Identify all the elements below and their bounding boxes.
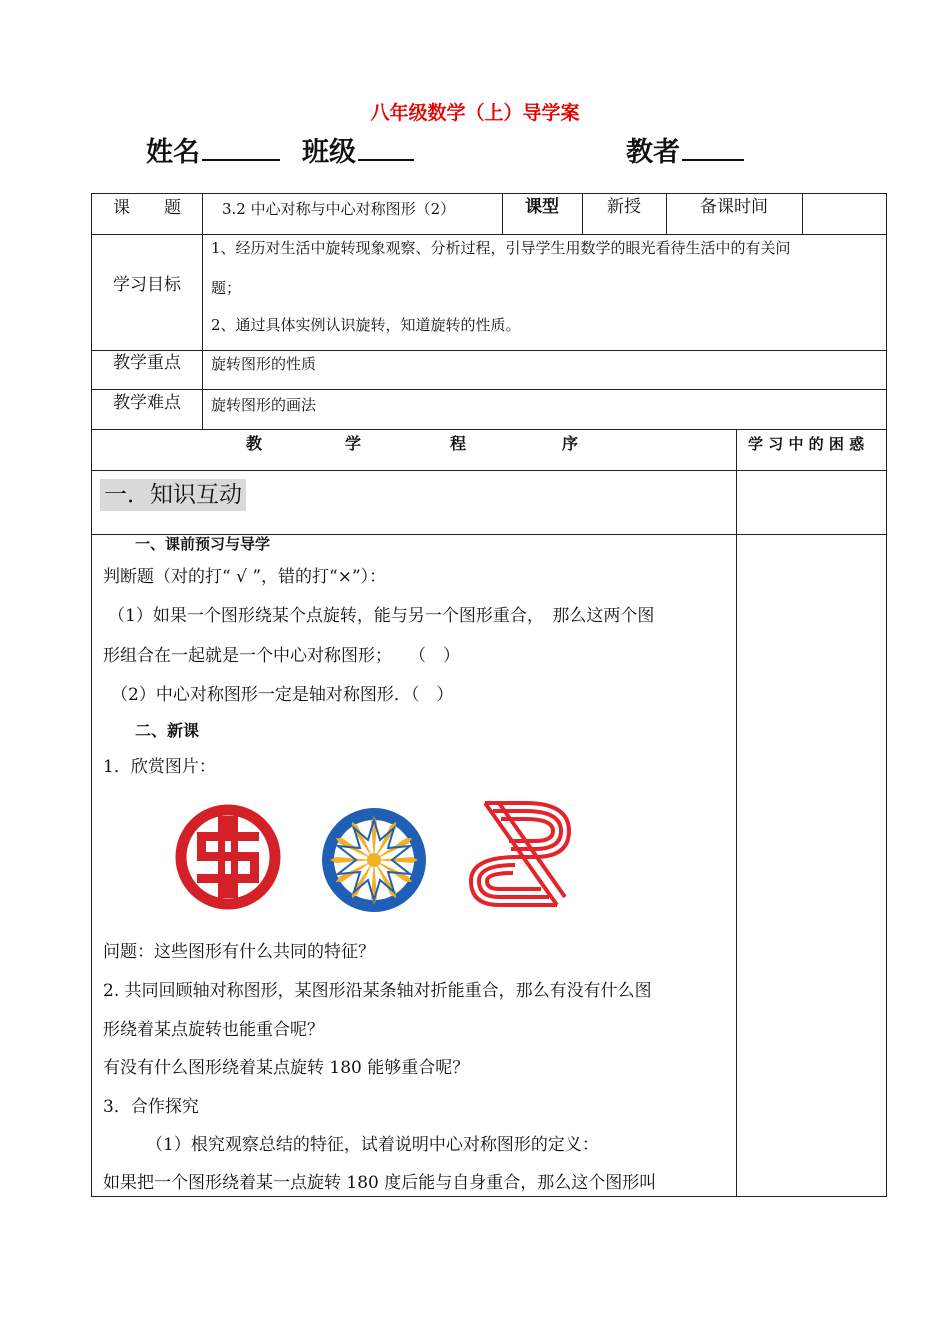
item-2-line-3: 有没有什么图形绕着某点旋转 180 能够重合呢？ [103, 1058, 470, 1078]
question-1-line-2: 形组合在一起就是一个中心对称图形； （ ） [103, 646, 460, 666]
col-divider [736, 429, 737, 534]
class-label: 班级 [302, 137, 356, 168]
difficulty-value: 旋转图形的画法 [211, 396, 317, 414]
key-point-value: 旋转图形的性质 [211, 355, 317, 373]
subheading-preview: 一、课前预习与导学 [135, 535, 271, 553]
class-blank [358, 133, 414, 161]
col-divider [736, 534, 737, 1196]
blue-flower-emblem-icon [320, 806, 428, 914]
lesson-type-value: 新授 [607, 197, 641, 217]
goals-label: 学习目标 [113, 275, 181, 295]
icbc-logo-icon [174, 803, 282, 911]
document-title: 八年级数学（上）导学案 [370, 102, 580, 124]
confusion-column-header: 学 习 中 的 困 惑 [748, 435, 865, 453]
item-3-subtask: （1）根究观察总结的特征，试着说明中心对称图形的定义： [146, 1135, 599, 1155]
program-header-char: 学 [345, 434, 362, 453]
teacher-label: 教者 [626, 137, 680, 168]
item-2-line-2: 形绕着某点旋转也能重合呢？ [103, 1020, 324, 1040]
goal-line-1: 1、经历对生活中旋转现象观察、分析过程，引导学生用数学的眼光看待生活中的有关问 [211, 239, 791, 257]
program-header-char: 程 [450, 434, 467, 453]
key-point-label: 教学重点 [113, 353, 181, 373]
judge-intro: 判断题（对的打“ √ ”，错的打“×”）： [103, 567, 387, 587]
teacher-field [626, 130, 744, 169]
table-border-left [91, 193, 92, 1197]
row-divider [91, 234, 887, 235]
item-1: 1．欣赏图片： [103, 757, 216, 777]
program-header-char: 教 [246, 434, 263, 453]
row-divider [91, 470, 887, 471]
table-border-bottom [91, 1196, 887, 1197]
lesson-type-label: 课型 [525, 197, 559, 217]
teacher-blank [682, 133, 744, 161]
col-divider [802, 193, 803, 234]
table-border-top [91, 193, 887, 194]
goal-line-3: 2、通过具体实例认识旋转，知道旋转的性质。 [211, 316, 521, 334]
program-header-char: 序 [562, 434, 579, 453]
question-1-line-1: （1）如果一个图形绕某个点旋转，能与另一个图形重合， 那么这两个图 [108, 606, 655, 626]
question-2: （2）中心对称图形一定是轴对称图形．（ ） [111, 685, 454, 705]
item-3: 3．合作探究 [103, 1097, 199, 1117]
name-field [146, 130, 280, 169]
question-features: 问题：这些图形有什么共同的特征？ [103, 942, 375, 962]
row-divider [91, 429, 887, 430]
topic-label: 课 题 [113, 198, 181, 218]
table-border-right [886, 193, 887, 1197]
red-p-logo-icon [465, 797, 577, 909]
name-label: 姓名 [146, 137, 200, 168]
difficulty-label: 教学难点 [113, 393, 181, 413]
goal-line-2: 题； [211, 279, 242, 297]
item-2-line-1: 2. 共同回顾轴对称图形，某图形沿某条轴对折能重合，那么有没有什么图 [103, 981, 652, 1001]
name-blank [202, 133, 280, 161]
section-title: 一．知识互动 [100, 479, 246, 511]
row-divider [91, 389, 887, 390]
prep-time-label: 备课时间 [700, 197, 768, 217]
item-3-definition: 如果把一个图形绕着某一点旋转 180 度后能与自身重合，那么这个图形叫 [103, 1173, 657, 1193]
topic-value: 3.2 中心对称与中心对称图形（2） [222, 200, 456, 218]
class-field [302, 130, 414, 169]
subheading-new-lesson: 二、新课 [135, 721, 200, 740]
row-divider [91, 350, 887, 351]
